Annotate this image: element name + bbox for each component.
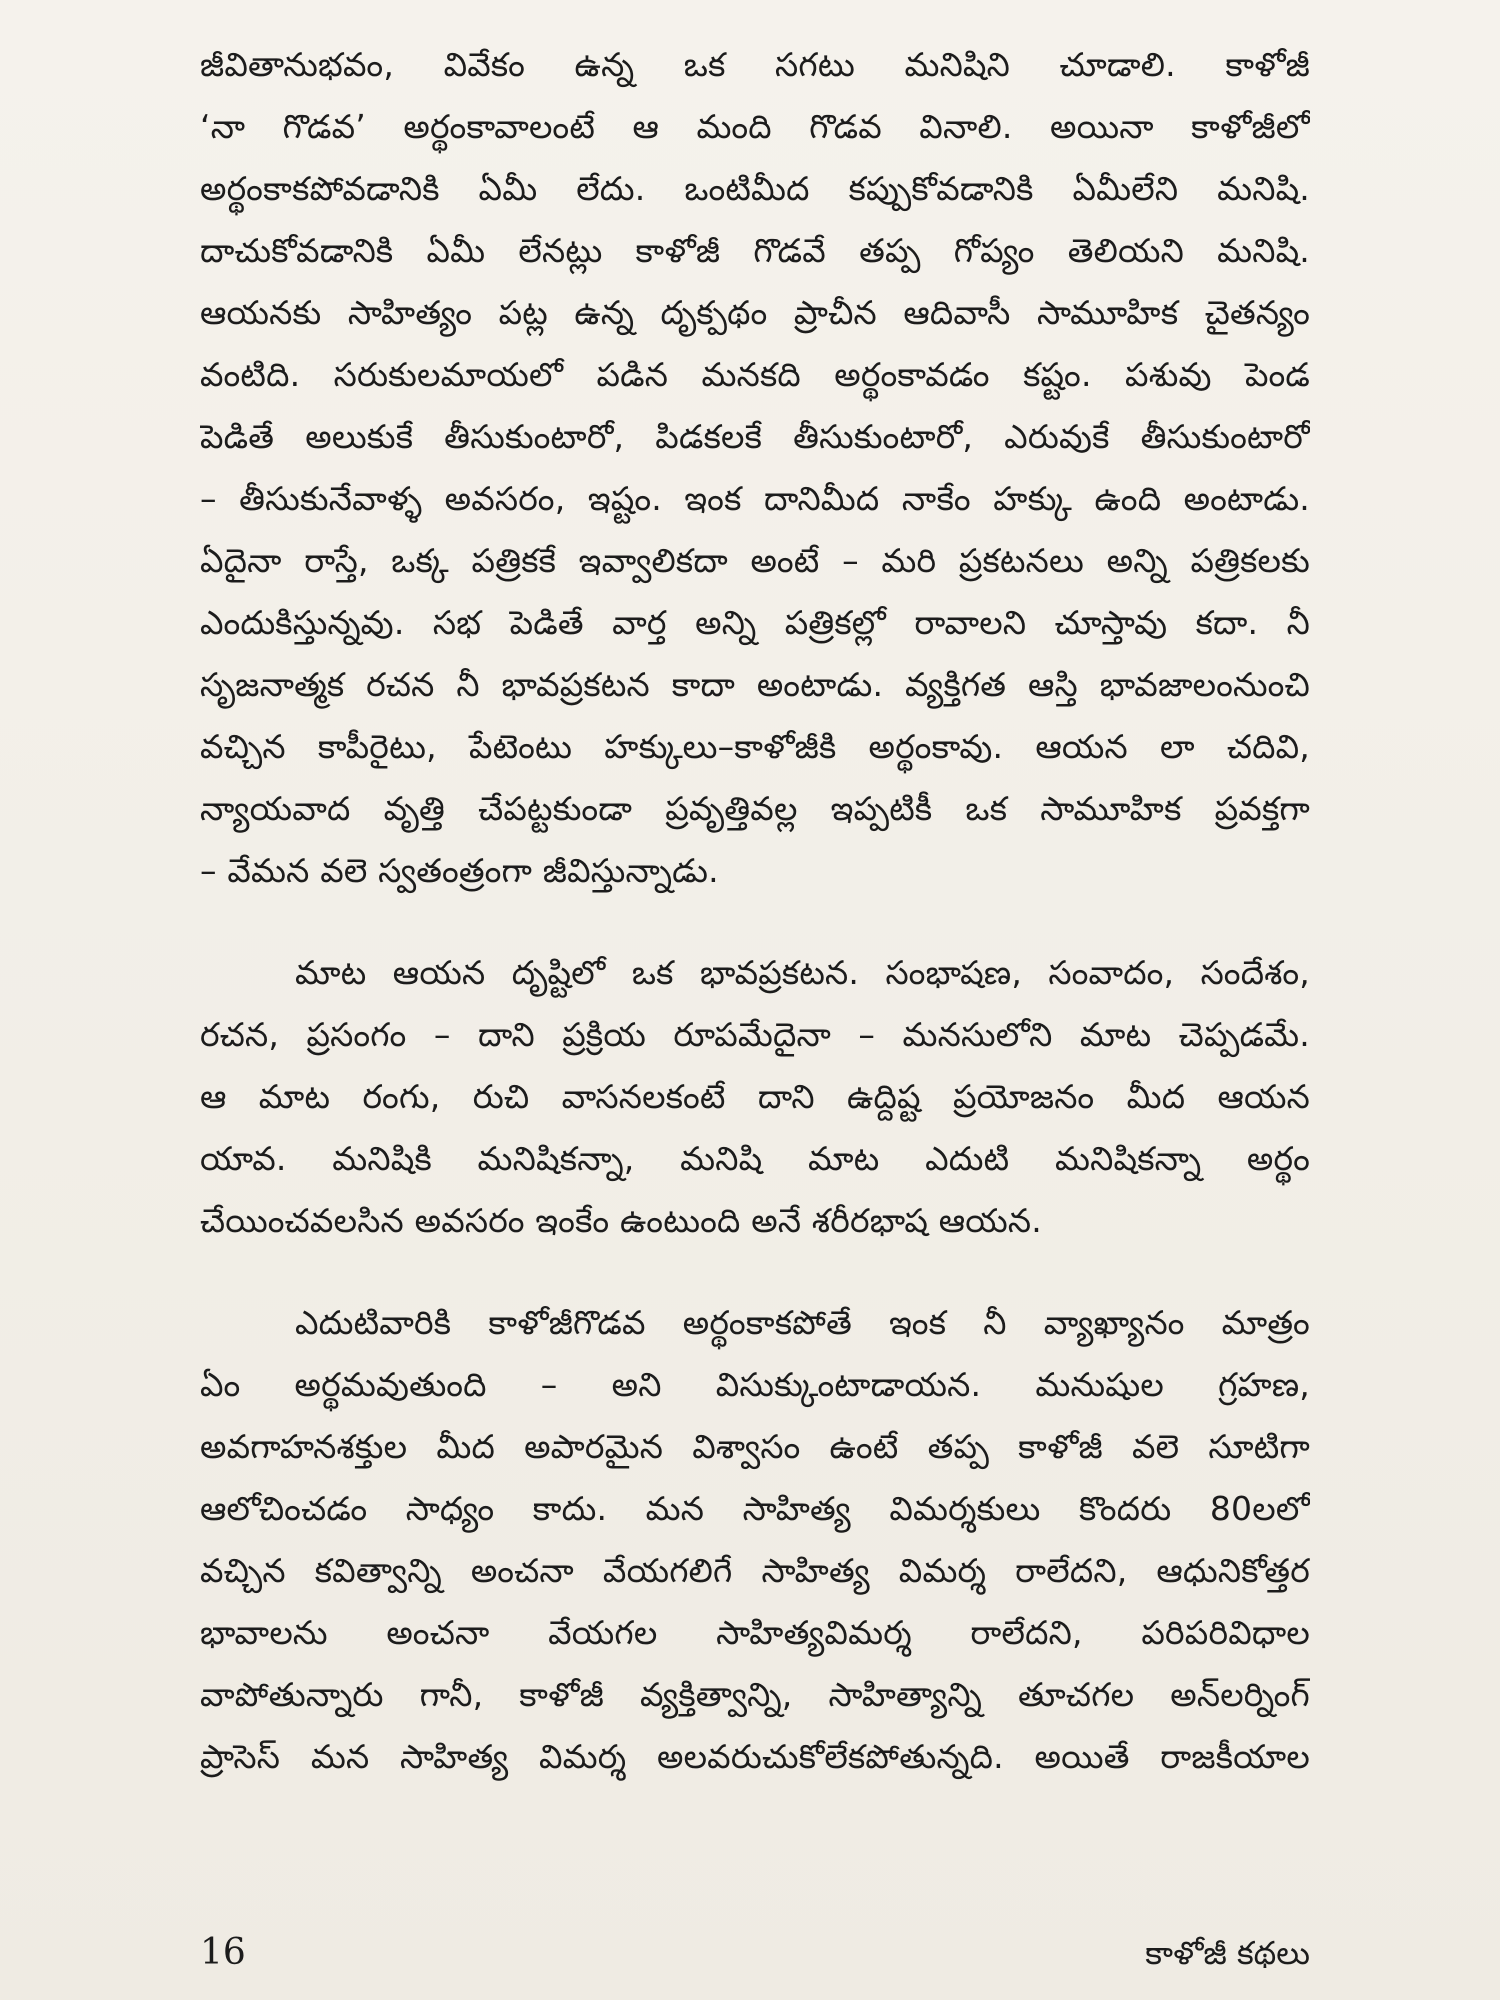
text-line: యావ. మనిషికి మనిషికన్నా, మనిషి మాట ఎదుటి మనిషికన్నా అర్థం [200,1139,1310,1178]
text-line: సృజనాత్మక రచన నీ భావప్రకటన కాదా అంటాడు. వ్యక్తిగత ఆస్తి భావజాలంనుంచి [200,665,1310,704]
text-line: ఏదైనా రాస్తే, ఒక్క పత్రికకే ఇవ్వాలికదా అంటే – మరి ప్రకటనలు అన్ని పత్రికలకు [200,541,1310,580]
text-line: న్యాయవాద వృత్తి చేపట్టకుండా ప్రవృత్తివల్ల ఇప్పటికీ ఒక సామూహిక ప్రవక్తగా [200,789,1310,828]
page-footer [200,1928,1310,1978]
text-line: ఆలోచించడం సాధ్యం కాదు. మన సాహిత్య విమర్శకులు కొందరు 80లలో [200,1489,1310,1528]
text-line: వంటిది. సరుకులమాయలో పడిన మనకది అర్థంకావడం కష్టం. పశువు పెండ [200,355,1310,394]
text-line: రచన, ప్రసంగం – దాని ప్రక్రియ రూపమేదైనా – మనసులోని మాట చెప్పడమే. [200,1015,1310,1054]
text-line: – వేమన వలె స్వతంత్రంగా జీవిస్తున్నాడు. [200,851,719,890]
text-line: అవగాహనశక్తుల మీద అపారమైన విశ్వాసం ఉంటే తప్ప కాళోజీ వలె సూటిగా [200,1427,1310,1466]
text-line: భావాలను అంచనా వేయగల సాహిత్యవిమర్శ రాలేదని, పరిపరివిధాల [200,1613,1310,1652]
text-line: దాచుకోవడానికి ఏమీ లేనట్లు కాళోజీ గొడవే తప్ప గోప్యం తెలియని మనిషి. [200,231,1310,270]
text-line: వచ్చిన కాపీరైటు, పేటెంటు హక్కులు–కాళోజీకి అర్థంకావు. ఆయన లా చదివి, [200,727,1310,766]
text-line: ‘నా గొడవ’ అర్థంకావాలంటే ఆ మంది గొడవ వినాలి. అయినా కాళోజీలో [200,107,1310,146]
paragraph-1 [200,34,1310,902]
text-line: పెడితే అలుకుకే తీసుకుంటారో, పిడకలకే తీసుకుంటారో, ఎరువుకే తీసుకుంటారో [200,417,1310,456]
text-line: అర్థంకాకపోవడానికి ఏమీ లేదు. ఒంటిమీద కప్పుకోవడానికి ఏమీలేని మనిషి. [200,169,1310,208]
text-line: వచ్చిన కవిత్వాన్ని అంచనా వేయగలిగే సాహిత్య విమర్శ రాలేదని, ఆధునికోత్తర [200,1551,1310,1590]
text-line: వాపోతున్నారు గానీ, కాళోజీ వ్యక్తిత్వాన్ని, సాహిత్యాన్ని తూచగల అన్‌లర్నింగ్ [200,1675,1310,1714]
paragraph-3 [200,1292,1310,1788]
text-line: చేయించవలసిన అవసరం ఇంకేం ఉంటుంది అనే శరీరభాష ఆయన. [200,1201,1042,1240]
running-title: కాళోజీ కథలు [1145,1934,1310,1972]
text-line: ఎందుకిస్తున్నవు. సభ పెడితే వార్త అన్ని పత్రికల్లో రావాలని చూస్తావు కదా. నీ [200,603,1310,642]
text-line: జీవితానుభవం, వివేకం ఉన్న ఒక సగటు మనిషిని చూడాలి. కాళోజీ [200,45,1310,84]
text-line: మాట ఆయన దృష్టిలో ఒక భావప్రకటన. సంభాషణ, సంవాదం, సందేశం, [295,953,1310,992]
page-number: 16 [200,1932,246,1973]
paragraph-spacer [200,902,1310,942]
text-line: ఏం అర్థమవుతుంది – అని విసుక్కుంటాడాయన. మనుషుల గ్రహణ, [200,1365,1310,1404]
text-line: – తీసుకునేవాళ్ళ అవసరం, ఇష్టం. ఇంక దానిమీద నాకేం హక్కు ఉంది అంటాడు. [200,479,1310,518]
text-line: ఆ మాట రంగు, రుచి వాసనలకంటే దాని ఉద్దిష్ట ప్రయోజనం మీద ఆయన [200,1077,1310,1116]
paragraph-spacer [200,1252,1310,1292]
text-line: ప్రాసెస్ మన సాహిత్య విమర్శ అలవరుచుకోలేకపోతున్నది. అయితే రాజకీయాల [200,1737,1310,1776]
text-line: ఎదుటివారికి కాళోజీగొడవ అర్థంకాకపోతే ఇంక నీ వ్యాఖ్యానం మాత్రం [295,1303,1310,1342]
paragraph-2 [200,942,1310,1252]
text-line: ఆయనకు సాహిత్యం పట్ల ఉన్న దృక్పథం ప్రాచీన ఆదివాసీ సామూహిక చైతన్యం [200,293,1310,332]
body-text [200,34,1310,1788]
